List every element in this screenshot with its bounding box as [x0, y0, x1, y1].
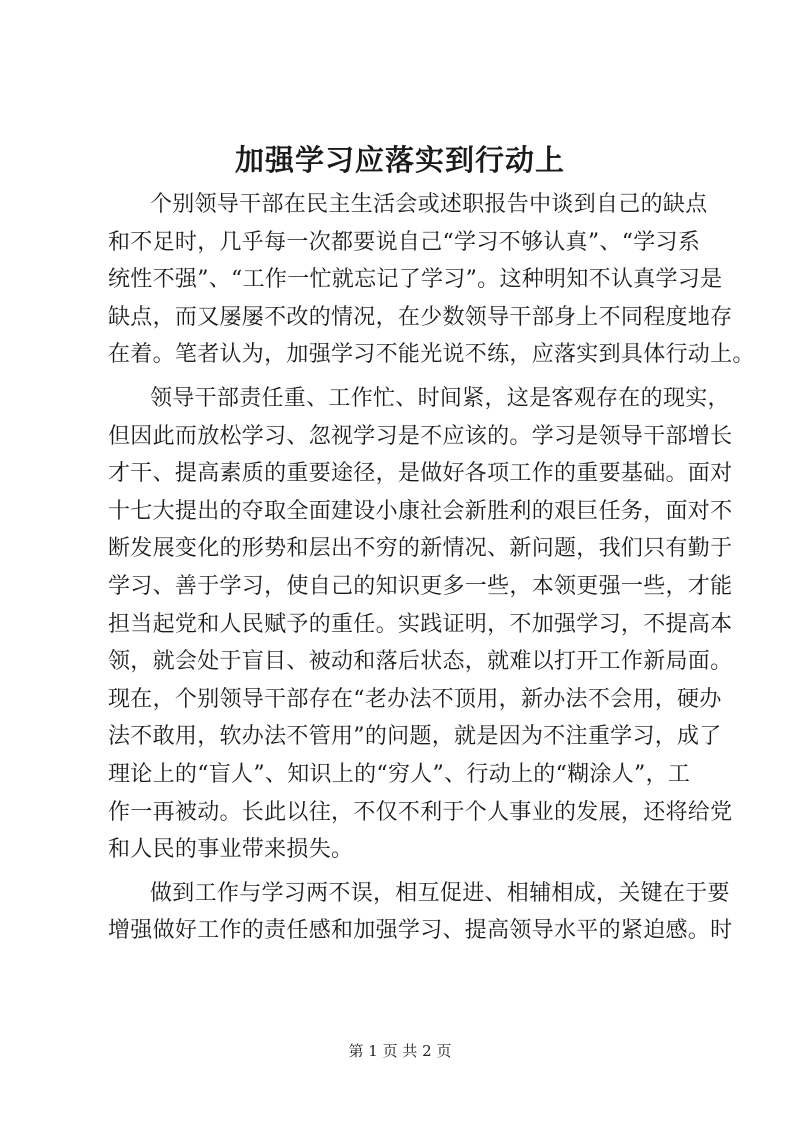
document-title: 加强学习应落实到行动上: [234, 143, 565, 177]
text-line: 十七大提出的夺取全面建设小康社会新胜利的艰巨任务，面对不: [108, 498, 733, 524]
text-line: 增强做好工作的责任感和加强学习、提高领导水平的紧迫感。时: [108, 918, 733, 944]
page-footer: 第 1 页 共 2 页: [348, 1042, 452, 1060]
text-line: 缺点，而又屡屡不改的情况，在少数领导干部身上不同程度地存: [108, 304, 733, 330]
text-line: 法不敢用，软办法不管用”的问题，就是因为不注重学习，成了: [108, 724, 722, 750]
text-line: 学习、善于学习，使自己的知识更多一些，本领更强一些，才能: [108, 573, 733, 599]
text-line: 但因此而放松学习、忽视学习是不应该的。学习是领导干部增长: [108, 423, 733, 449]
text-line: 担当起党和人民赋予的重任。实践证明，不加强学习，不提高本: [108, 611, 733, 637]
document-body: [108, 186, 755, 950]
text-line: 现在，个别领导干部存在“老办法不顶用，新办法不会用，硬办: [108, 686, 722, 712]
text-line: 领，就会处于盲目、被动和落后状态，就难以打开工作新局面。: [108, 649, 733, 675]
paragraph-3: [108, 875, 733, 950]
text-line: 领导干部责任重、工作忙、时间紧，这是客观存在的现实，: [150, 385, 730, 411]
text-line: 断发展变化的形势和层出不穷的新情况、新问题，我们只有勤于: [108, 536, 733, 562]
text-line: 和人民的事业带来损失。: [108, 837, 354, 863]
text-line: 才干、提高素质的重要途径，是做好各项工作的重要基础。面对: [108, 461, 733, 487]
paragraph-2: [108, 380, 733, 869]
text-line: 做到工作与学习两不误，相互促进、相辅相成，关键在于要: [150, 880, 730, 906]
text-line: 理论上的“盲人”、知识上的“穷人”、行动上的“糊涂人”，工: [108, 761, 691, 787]
paragraph-1: [108, 186, 755, 374]
text-line: 和不足时，几乎每一次都要说自己“学习不够认真”、“学习系: [108, 229, 701, 255]
text-line: 作一再被动。长此以往，不仅不利于个人事业的发展，还将给党: [108, 799, 733, 825]
text-line: 统性不强”、“工作一忙就忘记了学习”。这种明知不认真学习是: [108, 267, 723, 293]
text-line: 在着。笔者认为，加强学习不能光说不练，应落实到具体行动上。: [108, 342, 755, 368]
text-line: 个别领导干部在民主生活会或述职报告中谈到自己的缺点: [150, 192, 708, 217]
